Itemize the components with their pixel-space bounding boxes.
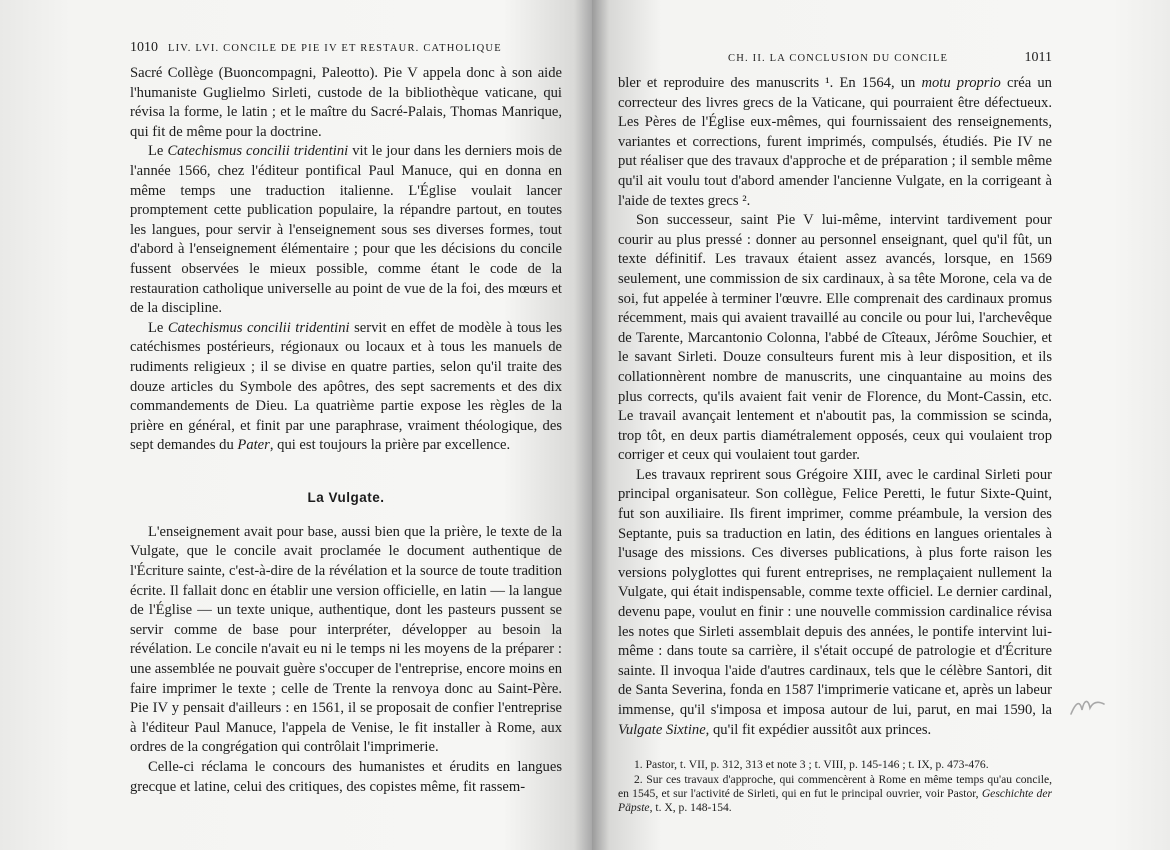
text-run: , qu'il fit expédier aussitôt aux princes. — [705, 721, 932, 738]
paragraph — [130, 758, 562, 797]
running-title: LIV. LVI. CONCILE DE PIE IV ET RESTAUR. CATHOLIQUE — [168, 43, 502, 54]
text-run: Celle-ci réclama le concours des humanistes et érudits en langues grecque et latine, celui des critiques, des copistes même, fit rassem- — [130, 759, 562, 795]
section-title: La Vulgate. — [307, 489, 385, 505]
text-run: Son successeur, saint Pie V lui-même, intervint tardivement pour courir au plus pressé : donner au personnel enseignant, quel qu'il fût, un texte définitif. Les travaux étaient assez avancés, lorsque, en 1569 seulement, une commission de six cardinaux, à sa tête Morone, cela va de soi, fut appelée à terminer l'œuvre. Elle comprenait des cardinaux promus récemment, mais qui avaient travaillé au concile ou pour lui, l'archevêque de Tarente, Marcantonio Colonna, l'abbé de Cîteaux, Jérôme Souchier, et le savant Sirleti. Douze consulteurs furent mis à leur disposition, et ils collationnèrent nombre de manuscrits, une cinquantaine au moins des plus corrects, qu'ils avaient fait venir de Florence, du Mont-Cassin, etc. Le travail avançait lentement et n'aboutit pas, la commission se scinda, trop tôt, en deux partis diamétralement opposés, ceux qui voulaient trop corriger et ceux qui voulaient tout garder. — [618, 212, 1052, 464]
left-page-header — [130, 40, 562, 56]
text-run: bler et reproduire des manuscrits ¹. En 1564, un — [618, 75, 922, 91]
italic-text: Geschichte der Päpste — [618, 787, 1052, 815]
text-run: Le — [148, 143, 168, 160]
paragraph — [618, 211, 1052, 466]
page-number: 1011 — [1024, 50, 1052, 65]
text-run: Les travaux reprirent sous Grégoire XIII, avec le cardinal Sirleti pour principal organisateur. Son collègue, Felice Peretti, le futur Sixte-Quint, fut son auxiliaire. Ils firent imprimer, comme préambule, la version des Septante, puis sa traduction en latin, des éditions en langues orientales à l'usage des missions. Ces diverses publications, à plus forte raison les versions polyglottes qui furent entreprises, ne remplaçaient nullement la Vulgate, qui était indispensable, comme texte officiel. Le dernier cardinal, devenu pape, voulut en finir : une nouvelle commission cardinalice révisa les notes que Sirleti assemblait depuis des années, le pontife intervint lui-même : dans toute sa carrière, il s'était occupé de patrologie et d'Écriture sainte. Il invoqua l'aide d'autres cardinaux, tels que le célèbre Santori, dit de Santa Severina, fonda en 1587 l'imprimerie vaticane et, après un labeur immense, qu'il s'imposa et imposa autour de lui, parut, en mai 1590, la — [618, 466, 1052, 718]
italic-text: Catechismus concilii tridentini — [167, 319, 350, 336]
italic-text: Pater — [237, 437, 270, 454]
right-body — [618, 74, 1052, 740]
paragraph — [130, 64, 562, 142]
footnote — [618, 773, 1052, 816]
paragraph — [130, 142, 562, 318]
italic-text: motu proprio — [921, 75, 1001, 91]
footnote — [618, 758, 1052, 772]
text-run: servit en effet de modèle à tous les catéchismes postérieurs, régionaux ou locaux et à tous les manuels de rudiments religieux ; il se divise en quatre parties, selon qu'il traite des douze articles du Symbole des apôtres, des sept sacrements et des dix commandements de Dieu. La quatrième partie expose les règles de la prière en général, et finit par une paraphrase, vraiment théologique, des sept demandes du — [130, 319, 562, 454]
paragraph — [130, 319, 562, 456]
text-run: créa un correcteur des livres grecs de la Vaticane, qui pourraient être défectueux. Les Pères de l'Église eux-mêmes, qui fournissaient des renseignements, variantes et corrections, furent imprimés, compulsés, étudiés. Pie IV ne put réaliser que des travaux d'approche et de préparation ; il semble même qu'il ait voulu tout d'abord amender l'ancienne Vulgate, en la corrigeant à l'aide de textes grecs ². — [618, 75, 1052, 209]
text-run: Sacré Collège (Buoncompagni, Paleotto). Pie V appela donc à son aide l'humaniste Guglielmo Sirleti, custode de la bibliothèque vaticane, qui révisa la forme, le latin ; et le maître du Sacré-Palais, Thomas Manrique, qui fit de même pour la doctrine. — [130, 65, 562, 140]
text-run: vit le jour dans les derniers mois de l'année 1566, chez l'éditeur pontifical Paul Manuce, qui en donna en même temps une traduction italienne. L'Église voulait lancer promptement cette publication populaire, la répandre partout, en toutes les langues, pour servir à l'enseignement sous ses diverses formes, tout d'abord à l'enseignement élémentaire ; pour que les décisions du concile fussent observées le mieux possible, comme étant le code de la restauration catholique universelle au point de vue de la foi, des mœurs et de la discipline. — [130, 143, 562, 317]
text-run: , qui est toujours la prière par excellence. — [269, 437, 511, 454]
text-run: 1. Pastor, t. VII, p. 312, 313 et note 3 ; t. VIII, p. 145-146 ; t. IX, p. 473-476. — [634, 758, 989, 772]
paragraph — [618, 74, 1052, 211]
page-number: 1010 — [130, 40, 158, 55]
right-page-header — [618, 50, 1052, 66]
running-title: CH. II. LA CONCLUSION DU CONCILE — [728, 53, 949, 64]
pencil-mark-icon — [1068, 692, 1108, 722]
text-run: 2. Sur ces travaux d'approche, qui commencèrent à Rome en même temps qu'au concile, en 1545, et sur l'activité de Sirleti, qui en fut le principal ouvrier, voir Pastor, — [618, 772, 1052, 800]
text-run: , t. X, p. 148-154. — [649, 801, 732, 815]
text-run: Le — [148, 319, 168, 336]
paragraph — [618, 466, 1052, 740]
text-run: L'enseignement avait pour base, aussi bien que la prière, le texte de la Vulgate, que le concile avait proclamée le document authentique de l'Écriture sainte, c'est-à-dire de la révélation et la source de toute tradition écrite. Il fallait donc en établir une version officielle, en latin — la langue de l'Église — un texte unique, authentique, dont les pasteurs pussent se servir comme de base pour interpréter, développer au besoin la révélation. Le concile n'avait eu ni le temps ni les moyens de la préparer : une assemblée ne pouvait guère s'occuper de l'entreprise, encore moins en faire imprimer le texte ; celle de Trente la renvoya donc au Saint-Père. Pie IV y pensait d'ailleurs : en 1561, il se proposait de confier l'entreprise à l'éditeur Paul Manuce, l'appela de Venise, le fit installer à Rome, aux ordres de la congrégation qui contrôlait l'imprimerie. — [130, 523, 562, 756]
right-page — [592, 0, 1170, 850]
italic-text: Vulgate Sixtine — [618, 721, 706, 738]
left-body-after — [130, 523, 562, 797]
footnotes — [618, 758, 1052, 816]
paragraph — [130, 523, 562, 758]
italic-text: Catechismus concilii tridentini — [167, 143, 349, 160]
left-body-before — [130, 64, 562, 456]
